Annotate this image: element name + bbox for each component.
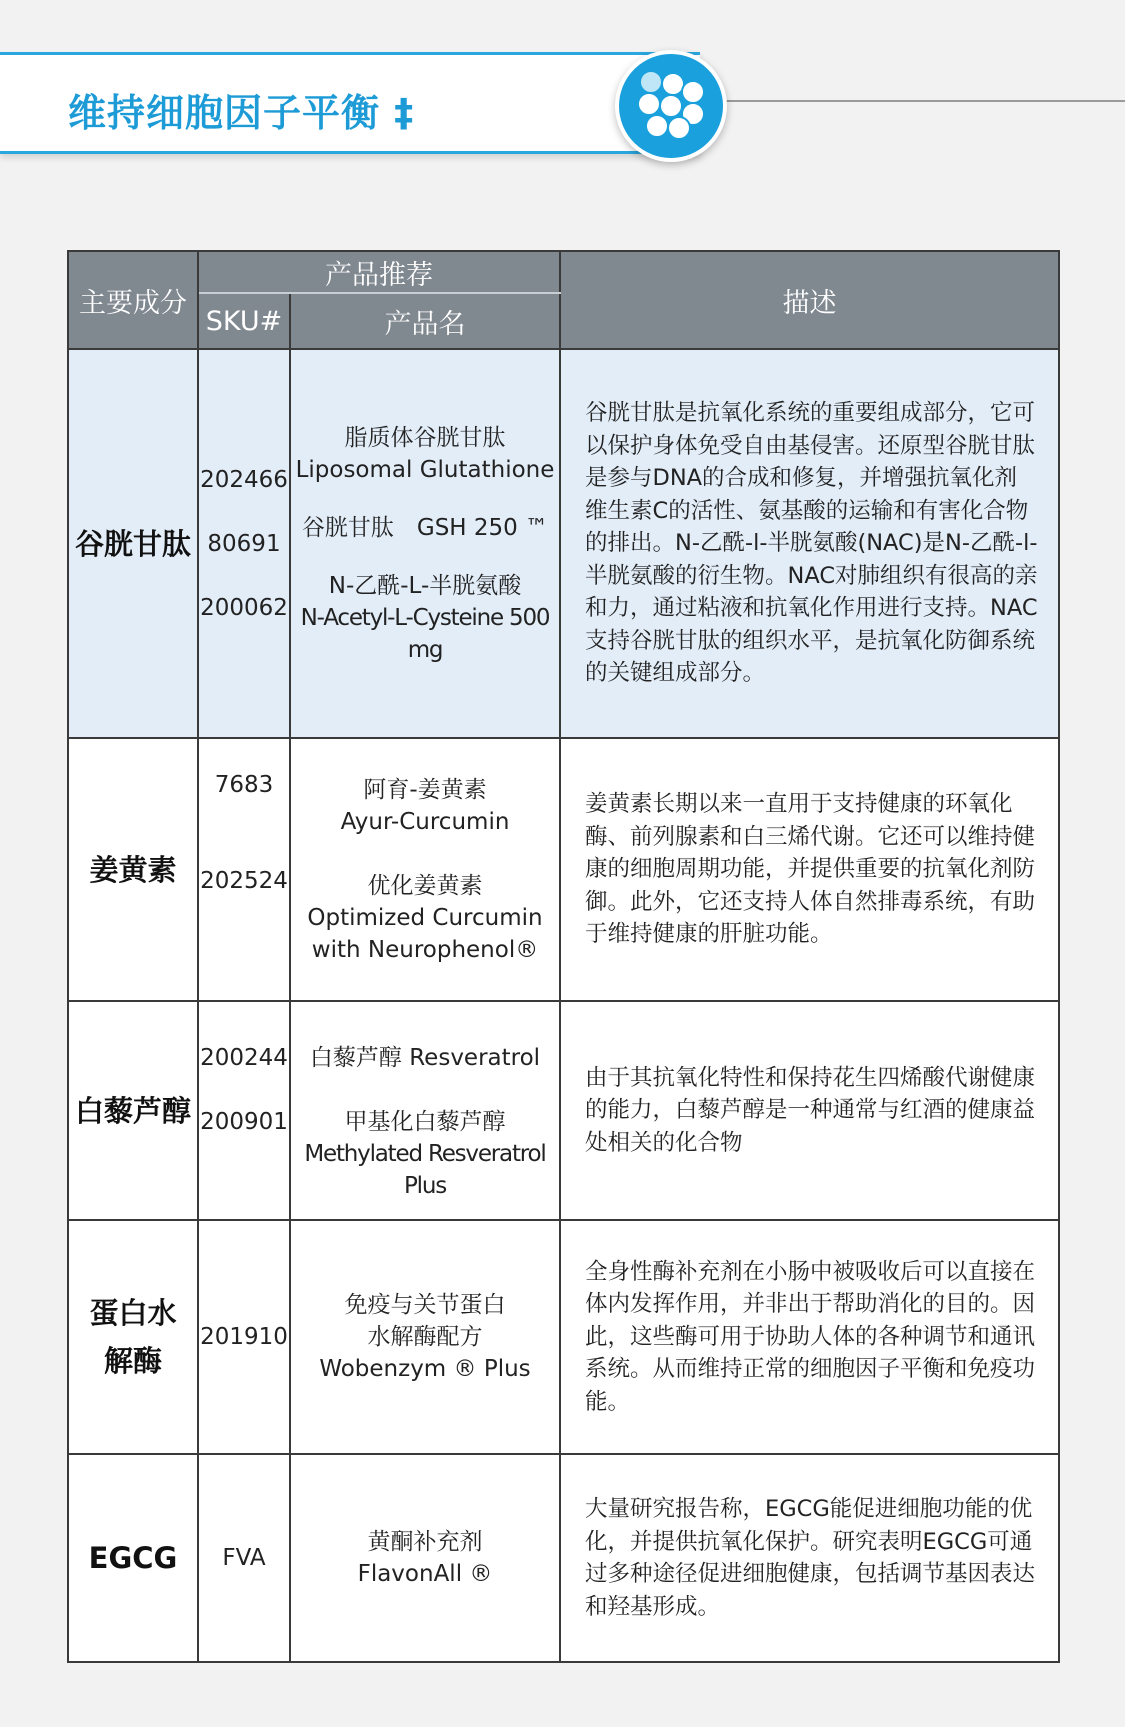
sku-value: 201910 — [200, 1324, 288, 1350]
product-cell — [290, 738, 560, 1001]
product-name-cn: 白藜芦醇 Resveratrol — [309, 1045, 541, 1071]
sku-value: 200901 — [200, 1109, 288, 1135]
ingredient-cell: 姜黄素 — [68, 738, 198, 1001]
product-name-en: Optimized Curcumin — [307, 904, 543, 931]
cells-cluster-icon — [615, 50, 727, 162]
table-row — [68, 349, 1059, 738]
ingredient-line: 解酶 — [103, 1344, 162, 1378]
ingredient-line: 蛋白水 — [89, 1296, 177, 1330]
sku-value: 80691 — [207, 530, 281, 557]
product-name — [291, 422, 559, 486]
product-name-en: Methylated Resveratrol Plus — [304, 1141, 546, 1199]
description-cell: 谷胱甘肽是抗氧化系统的重要组成部分，它可以保护身体免受自由基侵害。还原型谷胱甘肽是参与DNA的合成和修复，并增强抗氧化剂维生素C的活性、氨基酸的运输和有害化合物的排出。N-乙酰-l-半胱氨酸(NAC)是N-乙酰-l-半胱氨酸的衍生物。NAC对肺组织有很高的亲和力，通过粘液和抗氧化作用进行支持。NAC支持谷胱甘肽的组织水平，是抗氧化防御系统的关键组成部分。 — [560, 349, 1059, 738]
product-name-cn: N-乙酰-L-半胱氨酸 — [328, 572, 522, 599]
ingredient-cell: 白藜芦醇 — [68, 1001, 198, 1220]
product-cell — [290, 349, 560, 738]
product-name-en: Liposomal Glutathione — [295, 456, 555, 483]
product-name-cn: 免疫与关节蛋白 — [344, 1292, 506, 1318]
ingredient-cell: 谷胱甘肽 — [68, 349, 198, 738]
product-name-cn: 黄酮补充剂 — [367, 1529, 483, 1555]
product-name-cn: 阿育-姜黄素 — [363, 776, 487, 803]
sku-cell — [198, 1220, 290, 1454]
ingredient-product-table — [67, 250, 1060, 1663]
product-name-en: with Neurophenol® — [311, 936, 539, 963]
header-description: 描述 — [560, 251, 1059, 349]
table-row — [68, 1001, 1059, 1220]
table-row — [68, 738, 1059, 1001]
product-name — [291, 774, 559, 838]
sku-cell — [198, 1001, 290, 1220]
ingredient-cell — [68, 1220, 198, 1454]
sku-value: 202466 — [200, 466, 288, 493]
header-sku: SKU# — [198, 293, 290, 349]
description-cell: 由于其抗氧化特性和保持花生四烯酸代谢健康的能力，白藜芦醇是一种通常与红酒的健康益处相关的化合物 — [560, 1001, 1059, 1220]
product-name-cn: 甲基化白藜芦醇 — [344, 1109, 506, 1135]
table-row — [68, 1454, 1059, 1662]
product-name-cn: 水解酶配方 — [367, 1324, 483, 1350]
sku-cell — [198, 1454, 290, 1662]
description-cell: 全身性酶补充剂在小肠中被吸收后可以直接在体内发挥作用，并非出于帮助消化的目的。因此，这些酶可用于协助人体的各种调节和通讯系统。从而维持正常的细胞因子平衡和免疫功能。 — [560, 1220, 1059, 1454]
product-name — [291, 1106, 559, 1202]
header-product-name: 产品名 — [290, 293, 560, 349]
header-rule — [700, 100, 1125, 102]
sku-value: 200244 — [200, 1045, 288, 1071]
product-name-en: N-Acetyl-L-Cysteine 500 mg — [300, 604, 550, 663]
header-ingredient: 主要成分 — [68, 251, 198, 349]
product-name — [291, 570, 559, 666]
product-cell — [290, 1454, 560, 1662]
sku-value: 7683 — [214, 772, 274, 798]
product-name-cn: 优化姜黄素 — [367, 872, 483, 899]
header-product-group: 产品推荐 — [198, 251, 560, 293]
product-name-cn: 谷胱甘肽 GSH 250 ™ — [301, 514, 549, 541]
product-name — [291, 1042, 559, 1074]
page-title: 维持细胞因子平衡 ‡ — [68, 91, 415, 135]
product-name — [291, 870, 559, 966]
sku-value: 202524 — [200, 868, 288, 894]
sku-value: 200062 — [200, 594, 288, 621]
product-name-en: FlavonAll ® — [357, 1561, 493, 1587]
ingredient-cell: EGCG — [68, 1454, 198, 1662]
product-cell — [290, 1001, 560, 1220]
product-name — [291, 1526, 559, 1590]
table-row — [68, 1220, 1059, 1454]
product-name-en: Ayur-Curcumin — [340, 808, 510, 835]
sku-cell — [198, 738, 290, 1001]
description-cell: 大量研究报告称，EGCG能促进细胞功能的优化，并提供抗氧化保护。研究表明EGCG可通过多种途径促进细胞健康，包括调节基因表达和羟基形成。 — [560, 1454, 1059, 1662]
sku-cell — [198, 349, 290, 738]
product-name — [291, 512, 559, 544]
product-name — [291, 1289, 559, 1385]
description-cell: 姜黄素长期以来一直用于支持健康的环氧化酶、前列腺素和白三烯代谢。它还可以维持健康的细胞周期功能，并提供重要的抗氧化剂防御。此外，它还支持人体自然排毒系统，有助于维持健康的肝脏功能。 — [560, 738, 1059, 1001]
product-name-en: Wobenzym ® Plus — [319, 1356, 531, 1382]
product-name-cn: 脂质体谷胱甘肽 — [344, 424, 506, 451]
sku-value: FVA — [222, 1545, 266, 1571]
product-cell — [290, 1220, 560, 1454]
